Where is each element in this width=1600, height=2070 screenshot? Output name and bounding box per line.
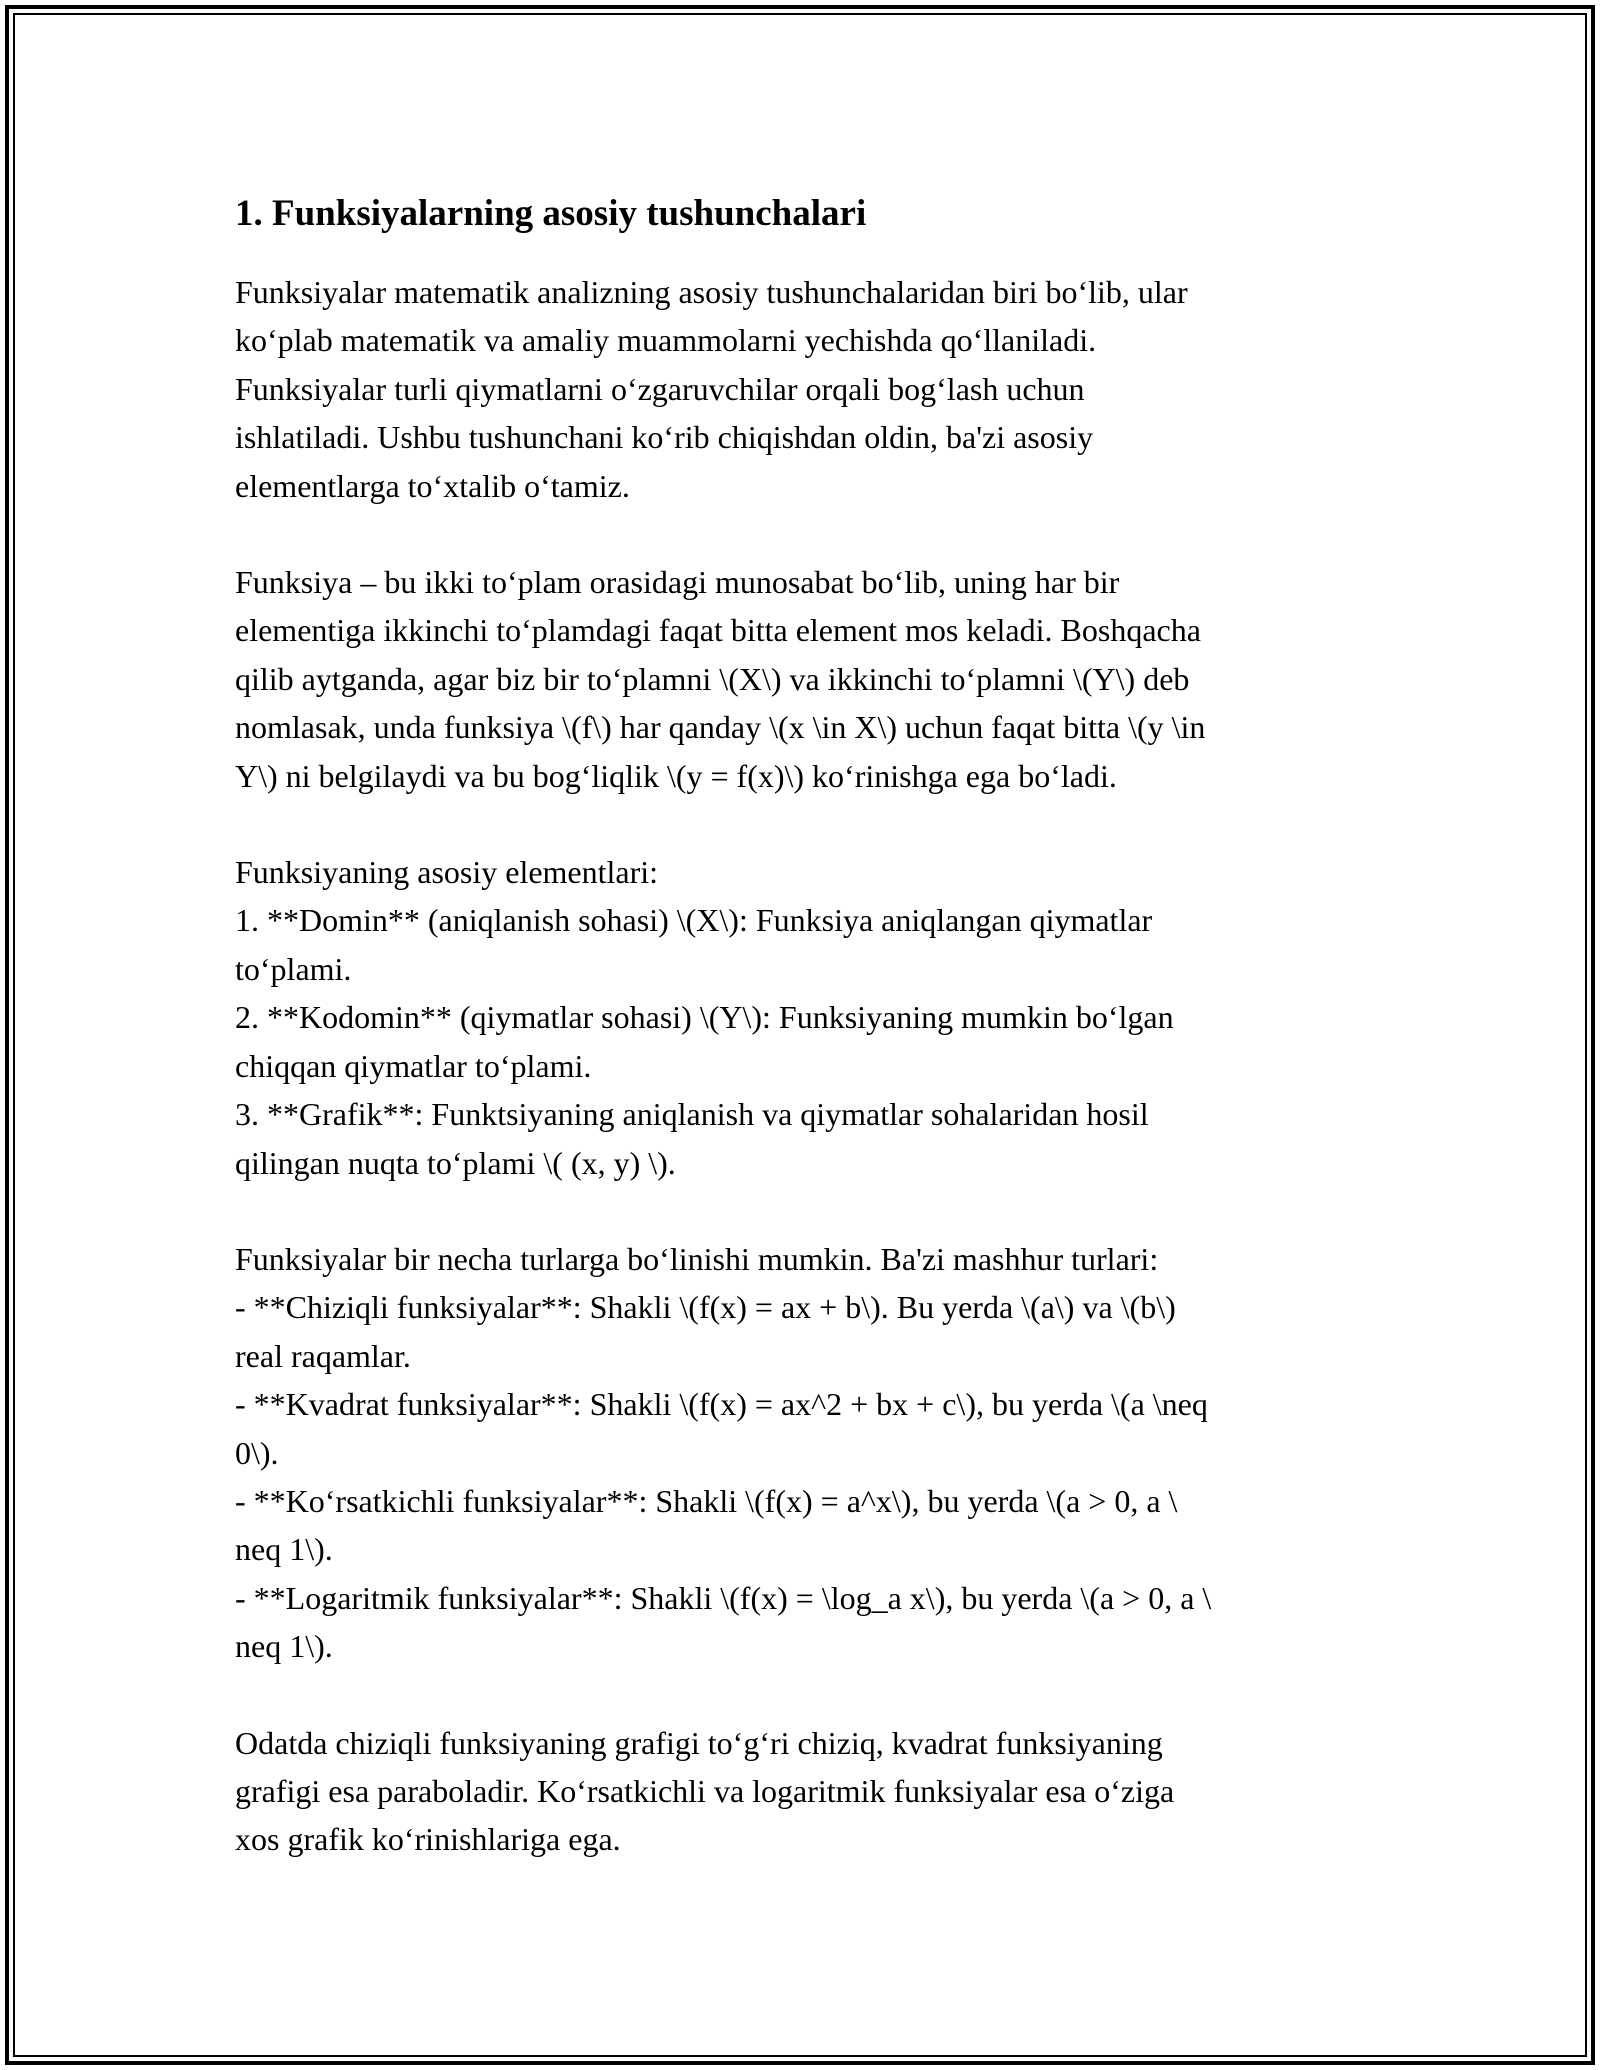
list-item: - **Chiziqli funksiyalar**: Shakli \(f(x) = ax + b\). Bu yerda \(a\) va \(b\): [235, 1289, 1176, 1326]
paragraph-definition: [235, 558, 1365, 800]
paragraph-intro: [235, 268, 1365, 510]
text-line: qilingan nuqta to‘plami \( (x, y) \).: [235, 1144, 676, 1181]
text-line: xos grafik ko‘rinishlariga ega.: [235, 1821, 621, 1858]
text-line: to‘plami.: [235, 950, 352, 987]
text-line: neq 1\).: [235, 1531, 333, 1568]
document-body: [235, 186, 1365, 1912]
text-line: elementiga ikkinchi to‘plamdagi faqat bitta element mos keladi. Boshqacha: [235, 612, 1201, 649]
list-item: - **Kvadrat funksiyalar**: Shakli \(f(x) = ax^2 + bx + c\), bu yerda \(a \neq: [235, 1386, 1208, 1423]
text-line: Funksiyaning asosiy elementlari:: [235, 854, 659, 891]
text-line: chiqqan qiymatlar to‘plami.: [235, 1047, 592, 1084]
text-line: Funksiya – bu ikki to‘plam orasidagi munosabat bo‘lib, uning har bir: [235, 564, 1120, 601]
text-line: nomlasak, unda funksiya \(f\) har qanday \(x \in X\) uchun faqat bitta \(y \in: [235, 709, 1206, 746]
text-line: grafigi esa paraboladir. Ko‘rsatkichli va logaritmik funksiyalar esa o‘ziga: [235, 1772, 1175, 1809]
text-line: ko‘plab matematik va amaliy muammolarni yechishda qo‘llaniladi.: [235, 322, 1097, 359]
list-item: 1. **Domin** (aniqlanish sohasi) \(X\): Funksiya aniqlangan qiymatlar: [235, 902, 1153, 939]
text-line: Funksiyalar bir necha turlarga bo‘linishi mumkin. Ba'zi mashhur turlari:: [235, 1240, 1159, 1277]
text-line: Odatda chiziqli funksiyaning grafigi to‘g‘ri chiziq, kvadrat funksiyaning: [235, 1724, 1163, 1761]
text-line: elementlarga to‘xtalib o‘tamiz.: [235, 467, 630, 504]
paragraph-elements-list: [235, 848, 1365, 1187]
list-item: 3. **Grafik**: Funktsiyaning aniqlanish va qiymatlar sohalaridan hosil: [235, 1096, 1149, 1133]
paragraph-types-list: [235, 1235, 1365, 1671]
text-line: real raqamlar.: [235, 1337, 411, 1374]
text-line: ishlatiladi. Ushbu tushunchani ko‘rib chiqishdan oldin, ba'zi asosiy: [235, 419, 1094, 456]
text-line: Funksiyalar matematik analizning asosiy tushunchalaridan biri bo‘lib, ular: [235, 274, 1188, 310]
list-item: 2. **Kodomin** (qiymatlar sohasi) \(Y\): Funksiyaning mumkin bo‘lgan: [235, 999, 1174, 1036]
list-item: - **Ko‘rsatkichli funksiyalar**: Shakli \(f(x) = a^x\), bu yerda \(a > 0, a \: [235, 1482, 1178, 1519]
text-line: qilib aytganda, agar biz bir to‘plamni \(X\) va ikkinchi to‘plamni \(Y\) deb: [235, 660, 1190, 697]
text-line: Funksiyalar turli qiymatlarni o‘zgaruvchilar orqali bog‘lash uchun: [235, 370, 1085, 407]
list-item: - **Logaritmik funksiyalar**: Shakli \(f(x) = \log_a x\), bu yerda \(a > 0, a \: [235, 1579, 1212, 1616]
text-line: Y\) ni belgilaydi va bu bog‘liqlik \(y = f(x)\) ko‘rinishga ega bo‘ladi.: [235, 757, 1117, 794]
section-heading: 1. Funksiyalarning asosiy tushunchalari: [235, 193, 867, 234]
paragraph-conclusion: [235, 1719, 1365, 1864]
text-line: neq 1\).: [235, 1628, 333, 1665]
text-line: 0\).: [235, 1434, 279, 1471]
